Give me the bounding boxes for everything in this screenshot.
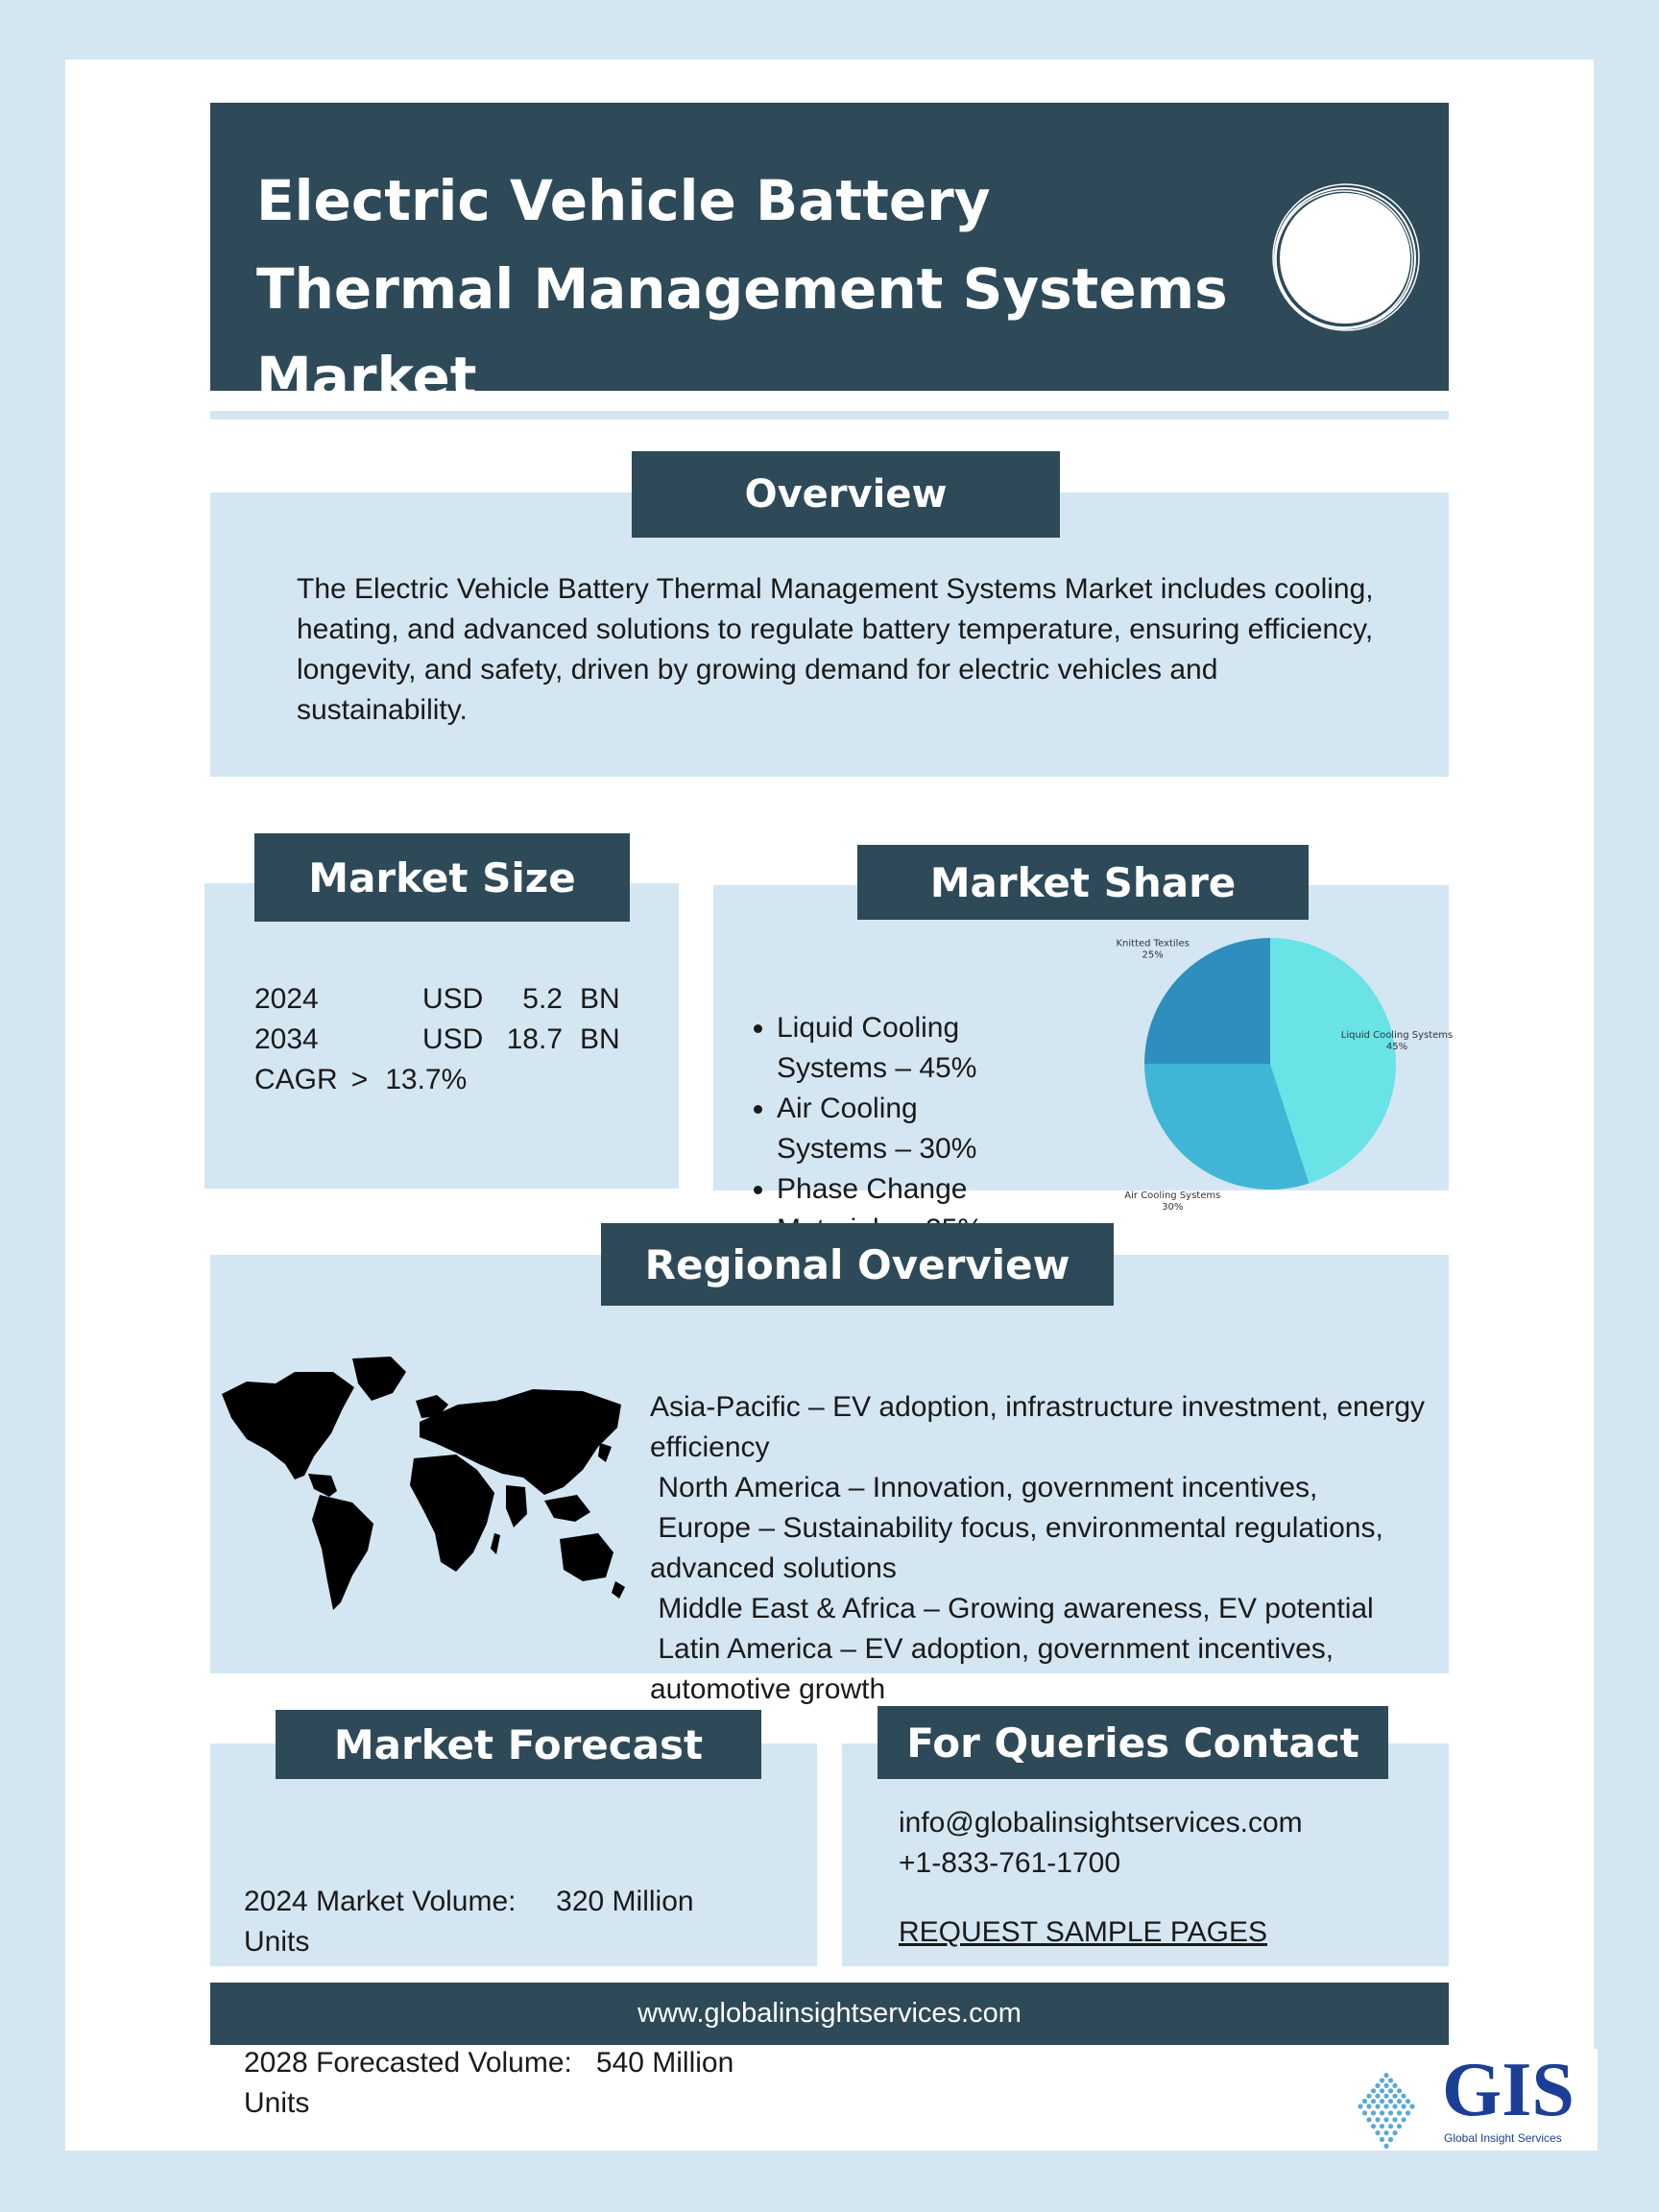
footer-url[interactable]: www.globalinsightservices.com	[637, 1998, 1022, 2029]
pie-label: Knitted Textiles	[1116, 938, 1190, 950]
year-2024: 2024	[254, 983, 319, 1015]
list-item: • Air Cooling Systems – 30%	[777, 1089, 1019, 1169]
market-share-panel	[713, 885, 1454, 1213]
world-map-icon	[218, 1351, 640, 1629]
market-size-panel	[204, 883, 679, 1189]
logo-mark: GIS	[1442, 2048, 1575, 2132]
pie-label: Air Cooling Systems	[1124, 1190, 1221, 1201]
infographic-sheet	[65, 60, 1594, 2151]
value: 18.7	[506, 1023, 563, 1055]
overview-heading: Overview	[632, 451, 1060, 538]
region-middle-east-africa: Middle East & Africa – Growing awareness, EV potential	[650, 1593, 1374, 1624]
region-latin-america: Latin America – EV adoption, government incentives, automotive growth	[650, 1633, 1342, 1705]
market-size-values	[254, 979, 658, 1100]
market-size-row	[254, 979, 658, 1020]
regional-panel	[210, 1255, 1449, 1705]
region-asia-pacific: Asia-Pacific – EV adoption, infrastructure investment, energy efficiency	[650, 1391, 1433, 1463]
diamond-logo-icon	[1350, 2070, 1423, 2143]
footer-bar	[210, 1983, 1449, 2045]
contact-phone[interactable]: +1-833-761-1700	[899, 1847, 1121, 1879]
market-share-heading: Market Share	[857, 845, 1309, 920]
contact-email[interactable]: info@globalinsightservices.com	[899, 1807, 1303, 1839]
year-2034: 2034	[254, 1023, 319, 1055]
cagr-symbol: >	[350, 1064, 369, 1095]
pie-percent-label: 30%	[1162, 1201, 1184, 1213]
cagr-row	[254, 1060, 658, 1100]
regional-heading: Regional Overview	[601, 1223, 1114, 1306]
pie-label: Liquid Cooling Systems	[1340, 1029, 1454, 1041]
value: 5.2	[522, 983, 563, 1015]
page-title: Electric Vehicle Battery Thermal Management Systems Market	[256, 168, 1228, 410]
list-item: • Phase Change	[777, 1169, 1019, 1250]
market-size-heading: Market Size	[254, 833, 630, 922]
forecast-heading: Market Forecast	[276, 1710, 761, 1779]
title-banner	[210, 103, 1449, 410]
logo-name: Global Insight Services	[1444, 2131, 1562, 2145]
cagr-label: CAGR	[254, 1064, 338, 1095]
market-share-pie-chart	[1069, 920, 1454, 1213]
unit: BN	[580, 983, 620, 1015]
list-item: • Liquid Cooling Systems – 45%	[777, 1008, 1019, 1089]
forecast-2028: 2028 Forecasted Volume: 540 Million Units	[244, 2047, 742, 2119]
circle-icon	[1270, 183, 1420, 333]
gis-logo	[1344, 2049, 1598, 2151]
region-europe: Europe – Sustainability focus, environmental regulations, advanced solutions	[650, 1512, 1392, 1584]
overview-text: The Electric Vehicle Battery Thermal Management Systems Market includes cooling, heating, and advanced solutions to regulate battery temperature, ensuring efficiency, longevity, and safety, driven by growing demand for electric vehicles and sustainability.	[297, 573, 1374, 726]
pie-percent-label: 25%	[1142, 950, 1164, 961]
market-size-row	[254, 1020, 658, 1060]
region-north-america: North America – Innovation, government incentives,	[650, 1472, 1318, 1503]
contact-heading: For Queries Contact	[878, 1706, 1388, 1779]
cagr-value: 13.7%	[385, 1064, 468, 1095]
request-sample-link[interactable]: REQUEST SAMPLE PAGES	[899, 1916, 1268, 1948]
divider	[210, 411, 1449, 420]
unit: BN	[580, 1023, 620, 1055]
market-share-list	[740, 1008, 1019, 1250]
forecast-2024: 2024 Market Volume: 320 Million Units	[244, 1886, 702, 1958]
pie-percent-label: 45%	[1385, 1041, 1408, 1052]
currency: USD	[422, 983, 484, 1015]
regional-text	[650, 1387, 1433, 1710]
currency: USD	[422, 1023, 484, 1055]
